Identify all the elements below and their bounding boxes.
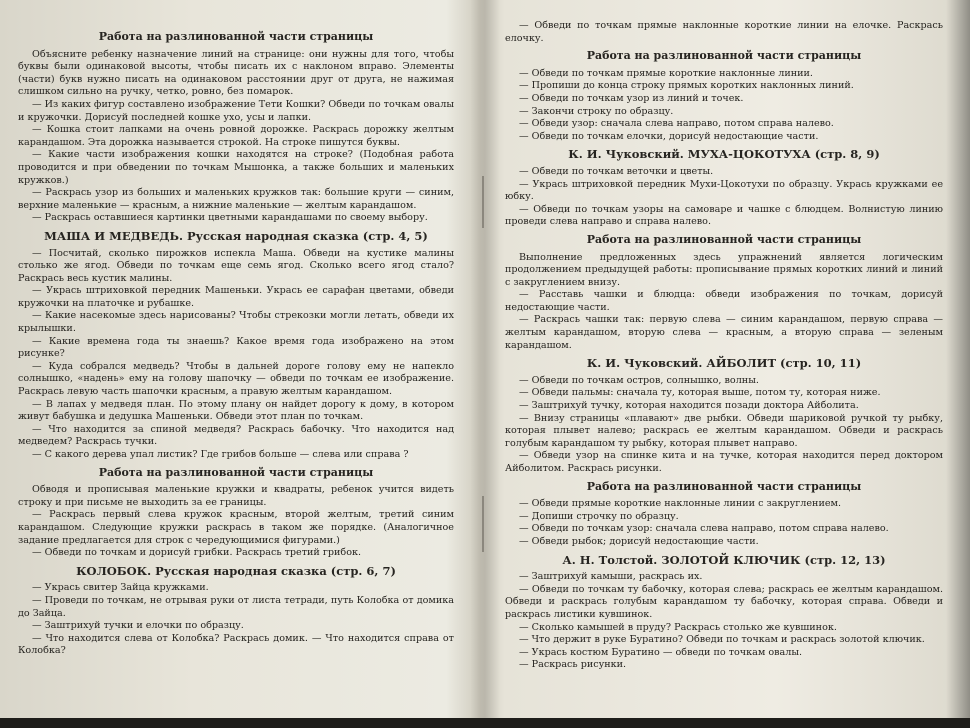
paragraph: — Что держит в руке Буратино? Обведи по точкам и раскрась золотой ключик.	[519, 634, 925, 646]
paragraph: — Сколько камышей в пруду? Раскрась столько же кувшинок.	[519, 621, 837, 633]
paragraph: Объясните ребенку назначение линий на странице: они нужны для того, чтобы буквы были одинаковой высоты, чтобы писать их с наклоном вправо. Элементы (части) букв нужно писать на одинаковом расстоянии друг от друга, не нажимая слишком сильно на ручку, четко, ровно, без помарок.	[18, 48, 454, 98]
paragraph: — Раскрась рисунки.	[519, 659, 627, 671]
paragraph: — Обведи по точкам ту бабочку, которая слева; раскрась ее желтым карандашом. Обведи и раскрась голубым карандашом ту бабочку, которая справа. Обведи и раскрась листики кувшинок.	[505, 583, 943, 620]
section-heading: Работа на разлинованной части страницы	[98, 465, 374, 479]
paragraph: — Что находится слева от Колобка? Раскрась домик. — Что находится справа от Колобка?	[18, 632, 454, 657]
paragraph: — Обведи прямые короткие наклонные линии с закруглением.	[519, 498, 842, 510]
paragraph: Обводя и прописывая маленькие кружки и квадраты, ребенок учится видеть строку и при письме не выходить за ее границы.	[18, 484, 454, 508]
paragraph: — В лапах у медведя план. По этому плану он найдет дорогу к дому, в котором живут бабушка и дедушка Машеньки. Обведи этот план по точкам.	[18, 398, 454, 423]
paragraph: — Какие насекомые здесь нарисованы? Чтобы стрекозки могли летать, обведи их крылышки.	[18, 310, 454, 335]
section-heading: Работа на разлинованной части страницы	[98, 30, 374, 43]
paragraph: — Из каких фигур составлено изображение Тети Кошки? Обведи по точкам овалы и кружочки. Дорисуй последней кошке ухо, усы и лапки.	[18, 98, 454, 123]
left-page	[18, 0, 454, 728]
paragraph: — Обведи по точкам узоры на самоваре и чашке с блюдцем. Волнистую линию проведи слева направо и справа налево.	[505, 203, 943, 228]
section-heading: Работа на разлинованной части страницы	[586, 232, 862, 246]
paragraph: — Раскрась узор из больших и маленьких кружков так: большие круги — синим, верхние маленькие — красным, а нижние маленькие — желтым карандашом.	[18, 187, 454, 211]
paragraph: — Укрась костюм Буратино — обведи по точкам овалы.	[519, 646, 803, 658]
paragraph: — Обведи по точкам веточки и цветы.	[519, 165, 714, 177]
paragraph: — Раскрась чашки так: первую слева — синим карандашом, первую справа — желтым карандашом, вторую слева — красным, а вторую справа — зеленым карандашом.	[505, 314, 943, 351]
paragraph: — Обведи пальмы: сначала ту, которая выше, потом ту, которая ниже.	[519, 387, 881, 399]
section-heading: А. Н. Толстой. ЗОЛОТОЙ КЛЮЧИК (стр. 12, 13)	[562, 552, 886, 567]
paragraph: — Заштрихуй тучку, которая находится позади доктора Айболита.	[519, 400, 859, 412]
section-heading: Работа на разлинованной части страницы	[586, 49, 862, 63]
paragraph: — Пропиши до конца строку прямых коротких наклонных линий.	[519, 80, 854, 92]
paragraph: — Укрась штриховкой передник Мухи-Цокотухи по образцу. Укрась кружками ее юбку.	[505, 178, 943, 203]
paragraph: — Куда собрался медведь? Чтобы в дальней дороге голову ему не напекло солнышко, «надень» ему на голову шапочку — обведи по точкам ее изображение. Раскрась левую часть шапочки красным, а правую желтым карандашом.	[18, 360, 454, 398]
staple-bottom	[482, 496, 484, 552]
paragraph: — Раскрась первый слева кружок красным, второй желтым, третий синим карандашом. Следующие кружки раскрась в таком же порядке. (Аналогичное задание предлагается для строк с чередующимися фигурами.)	[18, 509, 454, 546]
paragraph: — Укрась свитер Зайца кружками.	[32, 582, 209, 594]
paragraph: — Закончи строку по образцу.	[519, 105, 674, 117]
paragraph: — Обведи по точкам остров, солнышко, волны.	[519, 374, 759, 386]
paragraph: — Раскрась оставшиеся картинки цветными карандашами по своему выбору.	[32, 212, 428, 224]
paragraph: — Обведи рыбок; дорисуй недостающие части.	[519, 535, 759, 547]
section-heading: Работа на разлинованной части страницы	[586, 479, 862, 493]
paragraph: — Внизу страницы «плавают» две рыбки. Обведи шариковой ручкой ту рыбку, которая плывет налево; раскрась ее желтым карандашом. Обведи и раскрась голубым карандашом ту рыбку, которая плывет направо.	[505, 412, 943, 449]
paragraph: — Допиши строчку по образцу.	[519, 510, 679, 522]
center-fold	[470, 0, 500, 728]
table-surface	[0, 718, 970, 728]
paragraph: — Обведи по точкам узор: сначала слева направо, потом справа налево.	[519, 523, 889, 535]
paragraph: — Обведи по точкам прямые короткие наклонные линии.	[519, 67, 813, 79]
section-heading: МАША И МЕДВЕДЬ. Русская народная сказка (стр. 4, 5)	[44, 228, 428, 243]
paragraph: — Заштрихуй камыши, раскрась их.	[519, 571, 703, 583]
page-edge-shadow	[946, 0, 970, 728]
paragraph: — Обведи узор на спинке кита и на тучке, которая находится перед доктором Айболитом. Раскрась рисунки.	[505, 450, 943, 474]
paragraph: — Что находится за спиной медведя? Раскрась бабочку. Что находится над медведем? Раскрась тучки.	[18, 423, 454, 448]
paragraph: — Какие времена года ты знаешь? Какое время года изображено на этом рисунке?	[18, 335, 454, 360]
section-heading: КОЛОБОК. Русская народная сказка (стр. 6, 7)	[76, 563, 396, 578]
paragraph: — Проведи по точкам, не отрывая руки от листа тетради, путь Колобка от домика до Зайца.	[18, 594, 454, 619]
paragraph: — Обведи по точкам и дорисуй грибки. Раскрась третий грибок.	[32, 547, 362, 559]
paragraph: — Кошка стоит лапками на очень ровной дорожке. Раскрась дорожку желтым карандашом. Эта дорожка называется строкой. На строке пишутся буквы.	[18, 124, 454, 148]
paragraph: — Расставь чашки и блюдца: обведи изображения по точкам, дорисуй недостающие части.	[505, 289, 943, 313]
paragraph: — Обведи по точкам узор из линий и точек.	[519, 92, 744, 104]
paragraph: — Укрась штриховкой передник Машеньки. Укрась ее сарафан цветами, обведи кружочки на платочке и рубашке.	[18, 285, 454, 309]
paragraph: — Обведи по точкам елочки, дорисуй недостающие части.	[519, 130, 819, 142]
paragraph: — Посчитай, сколько пирожков испекла Маша. Обведи на кустике малины столько же ягод. Обведи по точкам еще семь ягод. Сколько всего ягод стало? Раскрась весь кустик малины.	[18, 247, 454, 284]
section-heading: К. И. Чуковский. МУХА-ЦОКОТУХА (стр. 8, 9)	[568, 147, 880, 162]
paragraph: — Обведи узор: сначала слева направо, потом справа налево.	[519, 118, 834, 130]
paragraph: — Заштрихуй тучки и елочки по образцу.	[32, 620, 244, 632]
paragraph: Выполнение предложенных здесь упражнений является логическим продолжением предыдущей работы: прописывание прямых коротких линий и линий с закруглением внизу.	[505, 251, 943, 288]
right-page	[505, 0, 943, 728]
section-heading: К. И. Чуковский. АЙБОЛИТ (стр. 10, 11)	[586, 356, 862, 371]
paragraph: — Обведи по точкам прямые наклонные короткие линии на елочке. Раскрась елочку.	[505, 20, 943, 44]
paragraph: — Какие части изображения кошки находятся на строке? (Подобная работа проводится и при обведении по точкам Мышонка, а также больших и маленьких кружков.)	[18, 149, 454, 186]
paragraph: — С какого дерева упал листик? Где грибов больше — слева или справа ?	[32, 449, 409, 460]
staple-top	[482, 176, 484, 228]
